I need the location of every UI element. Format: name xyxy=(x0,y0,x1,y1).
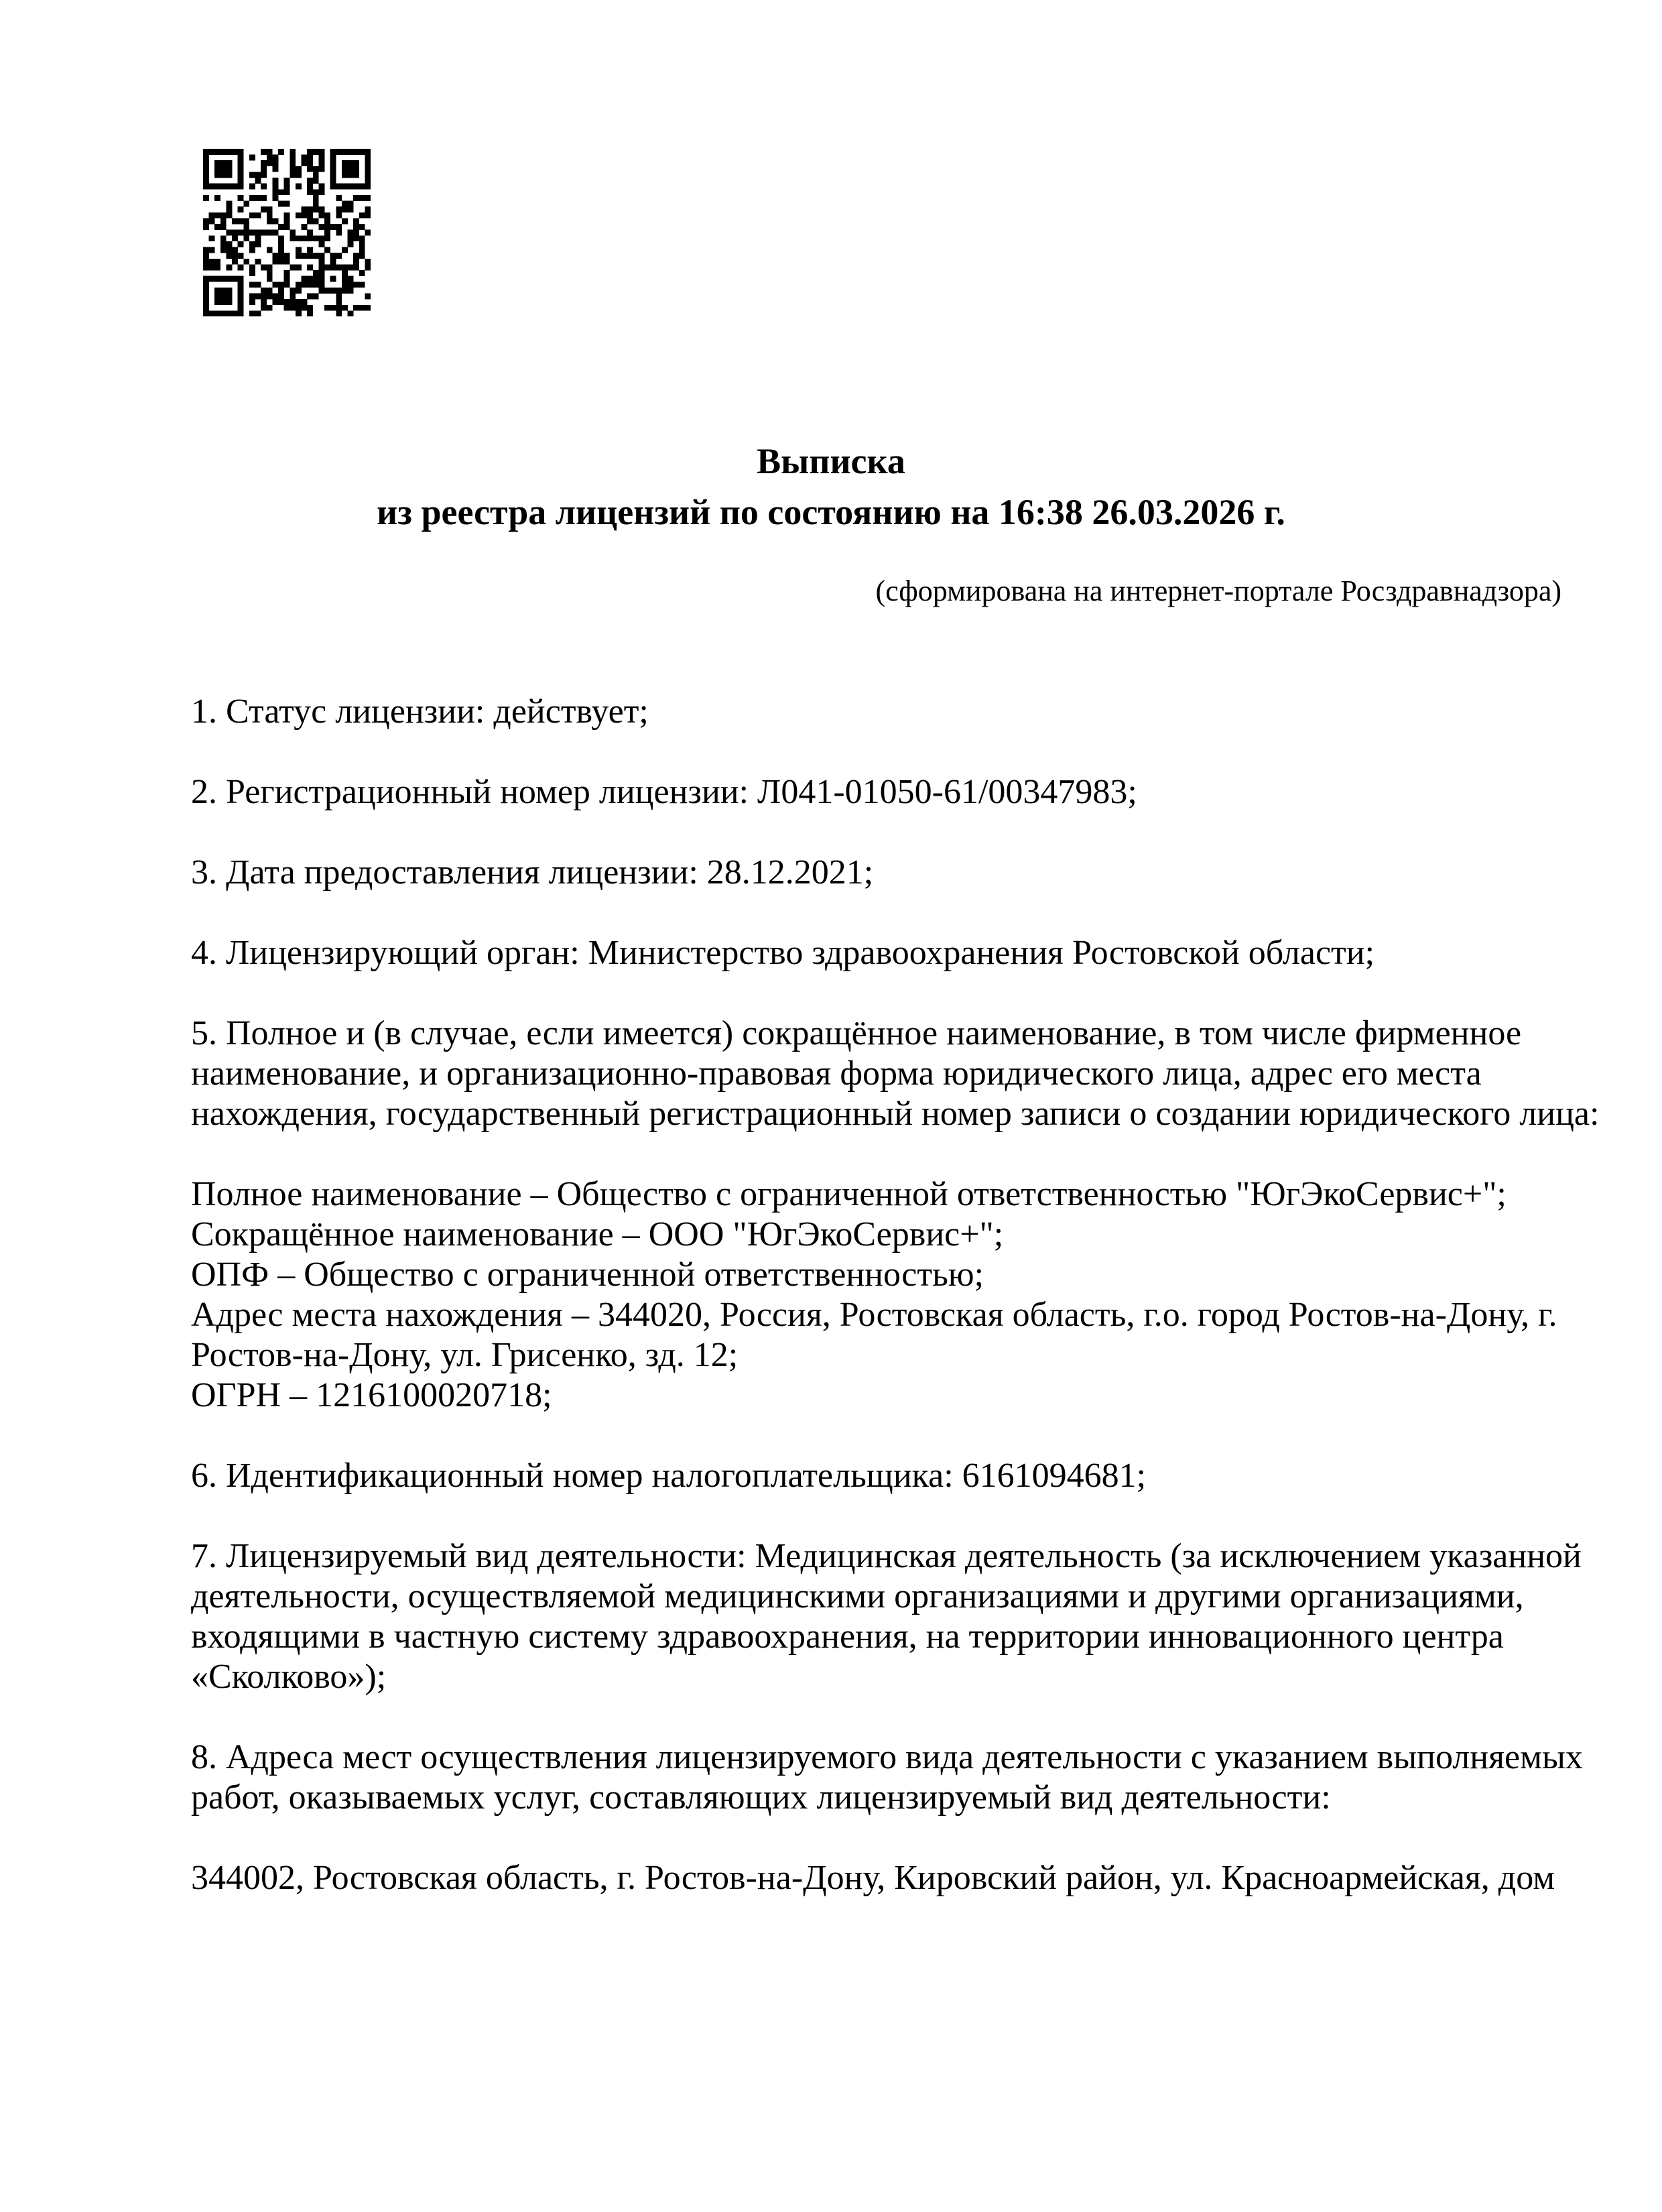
document-title xyxy=(191,436,1471,538)
document-subtitle: (сформирована на интернет-портале Росздравнадзора) xyxy=(875,574,1561,607)
license-status-paragraph xyxy=(191,692,1598,732)
inn-paragraph xyxy=(191,1456,1598,1496)
text-line: 8. Адреса мест осуществления лицензируемого вида деятельности с указанием выполняемых xyxy=(191,1738,1583,1776)
text-line: нахождения, государственный регистрационный номер записи о создании юридического лица: xyxy=(191,1095,1600,1133)
grant-date-paragraph xyxy=(191,853,1598,893)
text-line: 344002, Ростовская область, г. Ростов-на-Дону, Кировский район, ул. Красноармейская, дом xyxy=(191,1859,1555,1897)
text-line: Полное наименование – Общество с ограниченной ответственностью "ЮгЭкоСервис+"; xyxy=(191,1175,1507,1213)
qr-code xyxy=(203,149,371,316)
name-header-paragraph xyxy=(191,1013,1598,1134)
text-line: наименование, и организационно-правовая форма юридического лица, адрес его места xyxy=(191,1054,1482,1093)
text-line: ОГРН – 1216100020718; xyxy=(191,1376,552,1414)
text-line: 1. Статус лицензии: действует; xyxy=(191,692,649,731)
activity-type-paragraph xyxy=(191,1536,1598,1697)
text-line: Адрес места нахождения – 344020, Россия, Ростовская область, г.о. город Ростов-на-Дону, г. xyxy=(191,1296,1557,1334)
document-body xyxy=(191,692,1598,1939)
licensing-authority-paragraph xyxy=(191,933,1598,973)
addresses-header-paragraph xyxy=(191,1737,1598,1818)
text-line: ОПФ – Общество с ограниченной ответственностью; xyxy=(191,1255,984,1294)
text-line: «Сколково»); xyxy=(191,1658,387,1696)
text-line: Сокращённое наименование – ООО "ЮгЭкоСервис+"; xyxy=(191,1215,1004,1253)
text-line: 4. Лицензирующий орган: Министерство здравоохранения Ростовской области; xyxy=(191,934,1375,972)
organization-details-paragraph xyxy=(191,1174,1598,1416)
text-line: 5. Полное и (в случае, если имеется) сокращённое наименование, в том числе фирменное xyxy=(191,1014,1522,1052)
registration-number-paragraph xyxy=(191,772,1598,812)
activity-address-paragraph xyxy=(191,1858,1598,1898)
document-title-line2: из реестра лицензий по состоянию на 16:38 26.03.2026 г. xyxy=(377,492,1285,532)
document-title-line1: Выписка xyxy=(757,441,905,481)
text-line: 3. Дата предоставления лицензии: 28.12.2021; xyxy=(191,853,874,892)
text-line: Ростов-на-Дону, ул. Грисенко, зд. 12; xyxy=(191,1336,739,1374)
text-line: деятельности, осуществляемой медицинскими организациями и другими организациями, xyxy=(191,1577,1524,1615)
text-line: входящими в частную систему здравоохранения, на территории инновационного центра xyxy=(191,1617,1504,1656)
text-line: 6. Идентификационный номер налогоплательщика: 6161094681; xyxy=(191,1457,1147,1495)
text-line: 2. Регистрационный номер лицензии: Л041-01050-61/00347983; xyxy=(191,773,1137,811)
text-line: работ, оказываемых услуг, составляющих лицензируемый вид деятельности: xyxy=(191,1778,1331,1817)
text-line: 7. Лицензируемый вид деятельности: Медицинская деятельность (за исключением указанной xyxy=(191,1537,1582,1575)
